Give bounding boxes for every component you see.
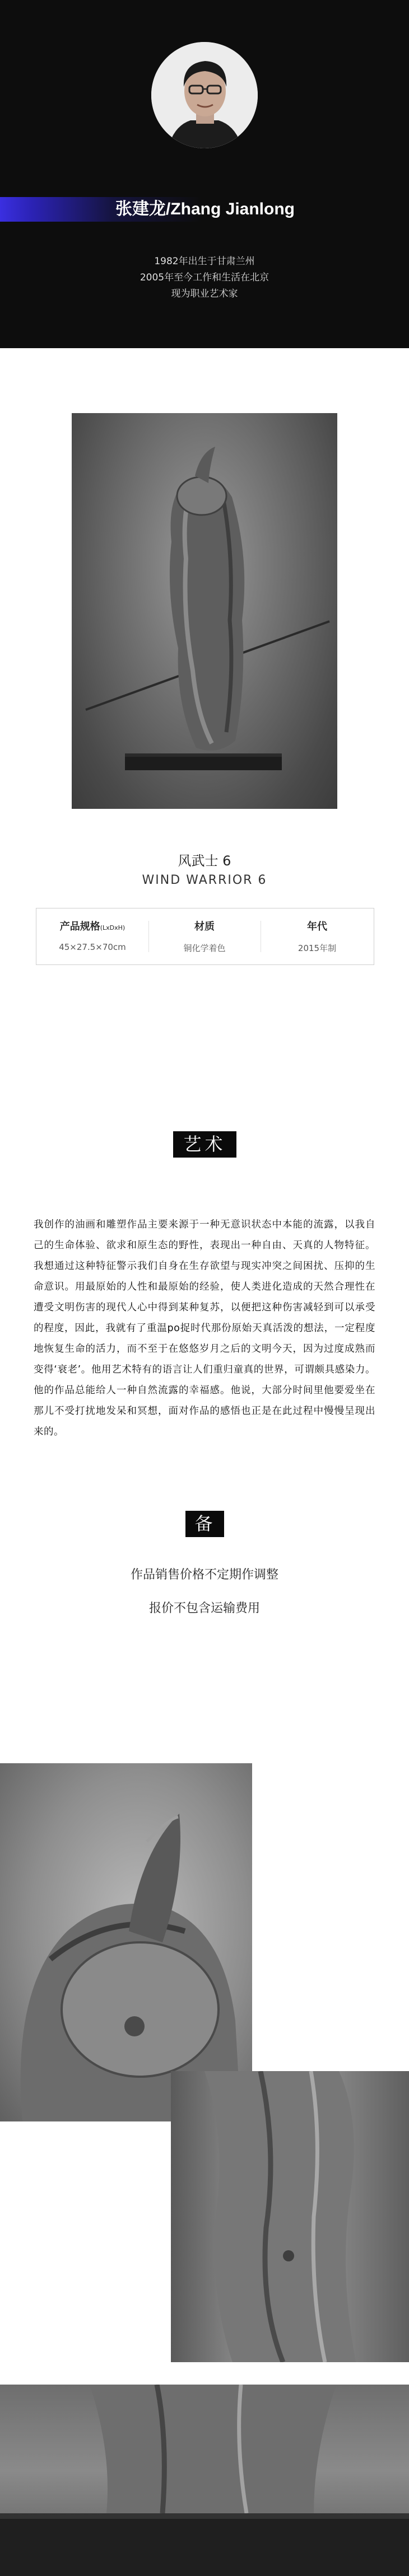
evaluation-heading: 艺术评价: [173, 1131, 236, 1158]
detail-photo-base: [0, 2385, 409, 2576]
artist-name: 张建龙/Zhang Jianlong: [115, 200, 295, 218]
spec-material: [148, 908, 261, 964]
spec-size-value: 45×27.5×70cm: [59, 942, 126, 952]
note-line: 作品销售价格不定期作调整: [130, 1568, 278, 1582]
artist-bio-line: 2005年至今工作和生活在北京: [140, 272, 269, 283]
spec-material-label: 材质: [194, 921, 215, 933]
sculpture-image: [72, 413, 337, 809]
sculpture-body-detail-image: [171, 2071, 409, 2362]
spec-size: [36, 908, 148, 964]
artist-bio-line: 现为职业艺术家: [171, 288, 238, 299]
artwork-title-cn: 风武士 6: [178, 853, 231, 869]
note-line: 报价不包含运输费用: [148, 1601, 260, 1615]
artist-portrait-image: [151, 42, 258, 148]
spec-material-value: 铜化学着色: [183, 943, 226, 953]
spec-year-value: 2015年制: [298, 943, 337, 953]
note-heading: 备注: [185, 1511, 224, 1537]
spec-size-label-text: 产品规格: [59, 921, 100, 933]
sculpture-base-detail-image: [0, 2385, 409, 2576]
sculpture-head-detail-image: [0, 1763, 252, 2121]
detail-photo-head: [0, 1763, 252, 2121]
spec-year-label: 年代: [307, 921, 327, 933]
artist-avatar: [151, 42, 258, 148]
evaluation-text: 我创作的油画和雕塑作品主要来源于一种无意识状态中本能的流露，以我自己的生命体验、欲求和原生态的野性，表现出一种自由、天真的人物特征。我想通过这种特征警示我们自身在生存欲望与现实冲突之间困扰、压抑的生命意识。用最原始的人性和最原始的经验，使人类进化造成的天然合理性在遭受文明伤害的现代人心中得到某种复苏，以便把这种伤害减轻到可以承受的程度，因此，我就有了重温po捉时代那份原始天真活泼的想法，一定程度地恢复生命的活力，而不至于在悠悠岁月之后的文明今天，因为过度成熟而变得‘衰老’。他用艺术特有的语言让人们重归童真的世界，可谓颇具感染力。他的作品总能给人一种自然流露的幸福感。他说，大部分时间里他要爱坐在那儿不受打扰地发呆和冥想，面对作品的感悟也正是在此过程中慢慢呈现出来的。: [34, 1219, 375, 1437]
artwork-main-photo: [72, 413, 337, 809]
artist-header: [0, 0, 409, 348]
detail-photo-body: [171, 2071, 409, 2362]
specs-table: [36, 908, 374, 965]
spec-size-unit: (LxDxH): [100, 924, 126, 931]
artist-bio-line: 1982年出生于甘肃兰州: [154, 256, 255, 267]
spec-year: [261, 908, 374, 964]
artwork-title-en: WIND WARRIOR 6: [142, 873, 267, 887]
spec-size-label: [36, 919, 148, 933]
